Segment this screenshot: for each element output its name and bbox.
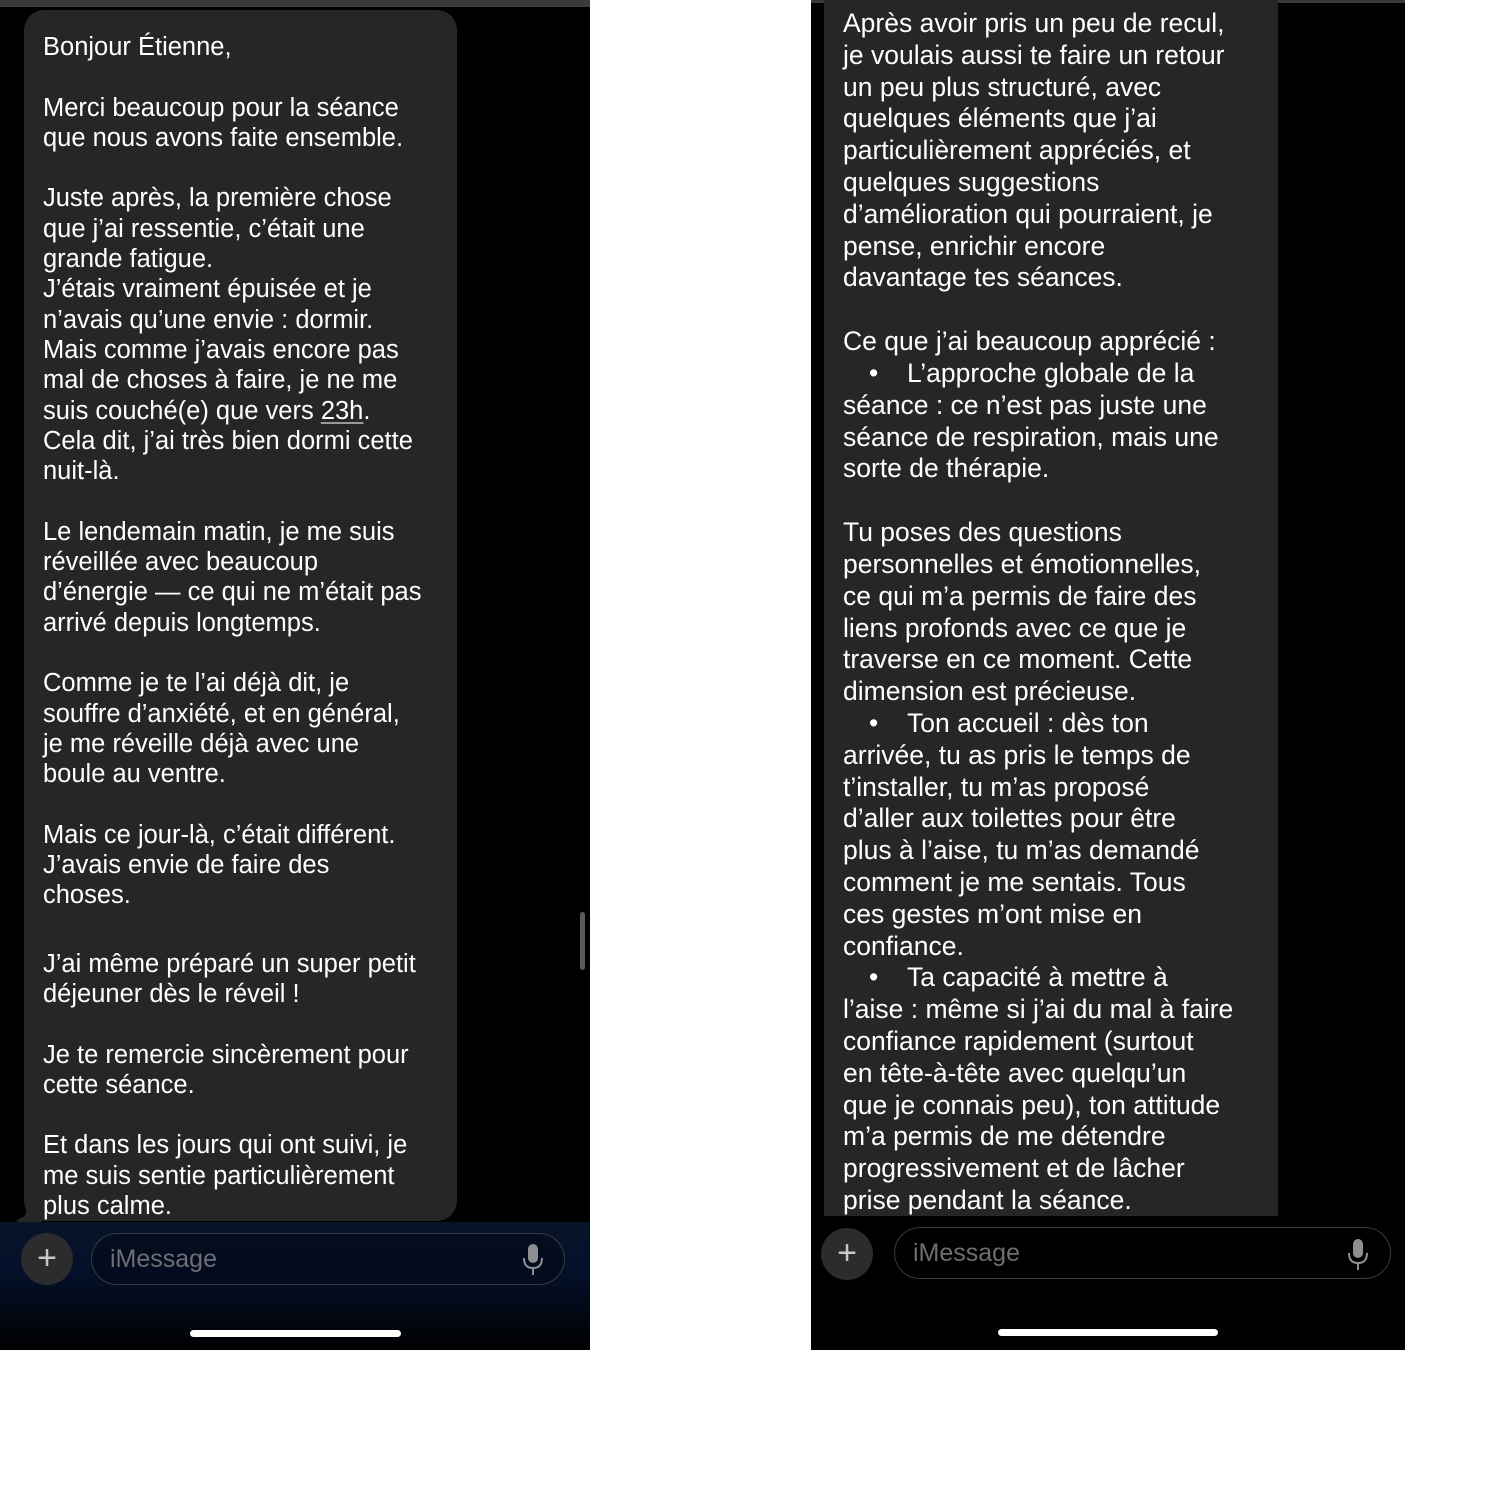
message-line: je voulais aussi te faire un retour — [843, 39, 1225, 70]
message-line: que je connais peu), ton attitude — [843, 1089, 1221, 1120]
message-line: d’aller aux toilettes pour être — [843, 803, 1176, 834]
received-message-bubble[interactable] — [824, 0, 1278, 1216]
message-line: arrivé depuis longtemps. — [43, 608, 321, 637]
message-line: ce qui m’a permis de faire des — [843, 580, 1197, 611]
message-line: je me réveille déjà avec une — [43, 729, 360, 758]
message-line: quelques suggestions — [843, 166, 1100, 197]
message-line: particulièrement appréciés, et — [843, 135, 1191, 166]
received-message-bubble[interactable] — [24, 10, 457, 1221]
imessage-input[interactable]: iMessage — [894, 1227, 1391, 1279]
message-line: davantage tes séances. — [843, 262, 1123, 293]
bullet-icon: • — [869, 707, 879, 738]
add-attachment-button[interactable]: + — [821, 1228, 873, 1280]
message-line: Cela dit, j’ai très bien dormi cette — [43, 426, 413, 455]
message-line: Mais comme j’avais encore pas — [43, 335, 399, 364]
microphone-icon[interactable] — [1347, 1238, 1369, 1272]
message-line: Après avoir pris un peu de recul, — [843, 8, 1225, 38]
home-indicator[interactable] — [998, 1329, 1218, 1336]
top-edge — [0, 0, 590, 7]
message-line: n’avais qu’une envie : dormir. — [43, 305, 374, 334]
message-line: J’avais envie de faire des — [43, 851, 330, 880]
message-text: Ton accueil : dès ton — [907, 707, 1149, 738]
message-line: me suis sentie particulièrement — [43, 1161, 395, 1190]
message-line: séance de respiration, mais une — [843, 421, 1219, 452]
message-line: souffre d’anxiété, et en général, — [43, 699, 400, 728]
message-line: pense, enrichir encore — [843, 230, 1106, 261]
message-line: ces gestes m’ont mise en — [843, 898, 1142, 929]
message-line: séance : ce n’est pas juste une — [843, 389, 1207, 420]
message-line: d’énergie — ce qui ne m’était pas — [43, 578, 422, 607]
message-line: réveillée avec beaucoup — [43, 548, 319, 577]
message-line: confiance rapidement (surtout — [843, 1025, 1194, 1056]
message-line: comment je me sentais. Tous — [843, 866, 1186, 897]
imessage-input[interactable]: iMessage — [91, 1233, 565, 1285]
message-line: boule au ventre. — [43, 760, 226, 789]
message-line: Tu poses des questions — [843, 517, 1122, 548]
message-line: confiance. — [843, 930, 964, 961]
message-line: que nous avons faite ensemble. — [43, 123, 404, 152]
message-line: Merci beaucoup pour la séance — [43, 93, 399, 122]
message-line: J’ai même préparé un super petit — [43, 949, 416, 978]
message-line: que j’ai ressentie, c’était une — [43, 214, 365, 243]
message-line: cette séance. — [43, 1070, 195, 1099]
message-line: sorte de thérapie. — [843, 453, 1050, 484]
message-line: l’aise : même si j’ai du mal à faire — [843, 994, 1234, 1025]
message-line: prise pendant la séance. — [843, 1184, 1132, 1215]
microphone-icon[interactable] — [522, 1243, 544, 1277]
message-line: m’a permis de me détendre — [843, 1121, 1166, 1152]
conversation-screen-right — [811, 0, 1405, 1350]
message-line: plus calme. — [43, 1191, 172, 1220]
conversation-screen-left — [0, 0, 590, 1350]
message-line: arrivée, tu as pris le temps de — [843, 739, 1191, 770]
message-line: choses. — [43, 881, 131, 910]
message-text: L’approche globale de la — [907, 357, 1195, 388]
add-attachment-button[interactable]: + — [21, 1233, 73, 1285]
message-text: . — [363, 396, 371, 425]
message-line: un peu plus structuré, avec — [843, 71, 1162, 102]
message-line: en tête-à-tête avec quelqu’un — [843, 1057, 1187, 1088]
message-line: Je te remercie sincèrement pour — [43, 1040, 409, 1069]
home-indicator[interactable] — [190, 1330, 401, 1337]
message-line: traverse en ce moment. Cette — [843, 644, 1193, 675]
section-heading: Ce que j’ai beaucoup apprécié : — [843, 326, 1216, 357]
message-line: progressivement et de lâcher — [843, 1153, 1185, 1184]
message-line: déjeuner dès le réveil ! — [43, 979, 300, 1008]
message-line: Et dans les jours qui ont suivi, je — [43, 1131, 408, 1160]
message-line: liens profonds avec ce que je — [843, 612, 1187, 643]
message-line: Le lendemain matin, je me suis — [43, 517, 395, 546]
message-line: nuit-là. — [43, 457, 120, 486]
message-line: J’étais vraiment épuisée et je — [43, 275, 372, 304]
message-line: quelques éléments que j’ai — [843, 103, 1157, 134]
message-line: d’amélioration qui pourraient, je — [843, 198, 1213, 229]
message-line: plus à l’aise, tu m’as demandé — [843, 835, 1200, 866]
time-link[interactable]: 23h — [320, 396, 364, 425]
message-line: t’installer, tu m’as proposé — [843, 771, 1150, 802]
message-text: suis couché(e) que vers — [43, 396, 321, 425]
message-line: mal de choses à faire, je ne me — [43, 366, 398, 395]
bullet-item — [843, 708, 1268, 740]
scrollbar[interactable] — [580, 912, 585, 970]
message-line: Juste après, la première chose — [43, 184, 392, 213]
message-line: Bonjour Étienne, — [43, 33, 232, 61]
message-line: Mais ce jour-là, c’était différent. — [43, 820, 396, 849]
message-line — [43, 396, 447, 426]
message-text: Ta capacité à mettre à — [907, 962, 1168, 993]
bullet-icon: • — [869, 357, 879, 388]
message-line: Comme je te l’ai déjà dit, je — [43, 669, 350, 698]
message-line: personnelles et émotionnelles, — [843, 548, 1201, 579]
bullet-item — [843, 962, 1268, 994]
bullet-icon: • — [869, 962, 879, 993]
bullet-item — [843, 358, 1268, 390]
message-line: grande fatigue. — [43, 245, 214, 274]
message-line: dimension est précieuse. — [843, 676, 1137, 707]
